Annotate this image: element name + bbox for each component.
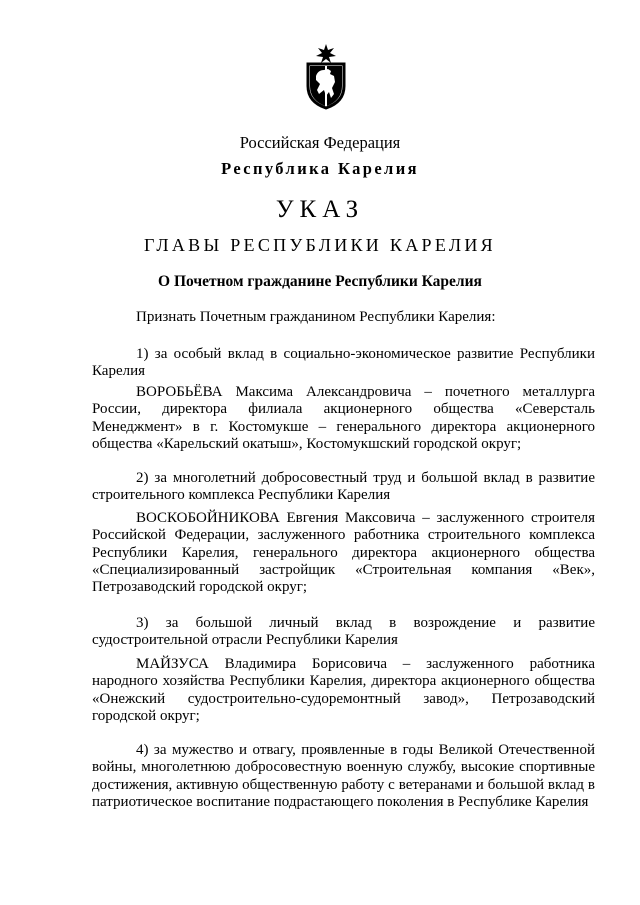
federation-line: Российская Федерация xyxy=(239,133,401,152)
republic-line: Республика Карелия xyxy=(221,159,419,178)
person-paragraph-1: ВОРОБЬЁВА Максима Александровича – почетного металлурга России, директора филиала акционерного общества «Северсталь Менеджмент» в г. Костомукше – генерального директора акционерного общества «Карельский окатыш», Костомукшский городской округ; xyxy=(92,384,595,452)
decree-title: УКАЗ xyxy=(275,196,365,223)
decree-body xyxy=(92,0,595,905)
grounds-paragraph-4: 4) за мужество и отвагу, проявленные в годы Великой Отечественной войны, многолетнюю добросовестную военную службу, высокие спортивные достижения, активную общественную работу с ветеранами и большой вклад в патриотическое воспитание подрастающего поколения в Республике Карелия xyxy=(92,742,595,810)
grounds-paragraph-2: 2) за многолетний добросовестный труд и большой вклад в развитие строительного комплекса Республики Карелия xyxy=(92,470,595,504)
issuer-line: ГЛАВЫ РЕСПУБЛИКИ КАРЕЛИЯ xyxy=(143,235,496,255)
grounds-paragraph-3: 3) за большой личный вклад в возрождение и развитие судостроительной отрасли Республики Карелия xyxy=(92,615,595,649)
person-paragraph-3: МАЙЗУСА Владимира Борисовича – заслуженного работника народного хозяйства Республики Карелия, директора акционерного общества «Онежский судостроительно-судоремонтный завод», Петрозаводский городской округ; xyxy=(92,656,595,724)
intro-paragraph: Признать Почетным гражданином Республики Карелия: xyxy=(136,309,496,325)
decree-subject: О Почетном гражданине Республики Карелия xyxy=(158,273,482,290)
person-paragraph-2: ВОСКОБОЙНИКОВА Евгения Максовича – заслуженного строителя Российской Федерации, заслуженного работника строительного комплекса Республики Карелия, генерального директора акционерного общества «Специализированный застройщик «Строительная компания «Век», Петрозаводский городской округ; xyxy=(92,510,595,596)
grounds-paragraph-1: 1) за особый вклад в социально-экономическое развитие Республики Карелия xyxy=(92,346,595,380)
